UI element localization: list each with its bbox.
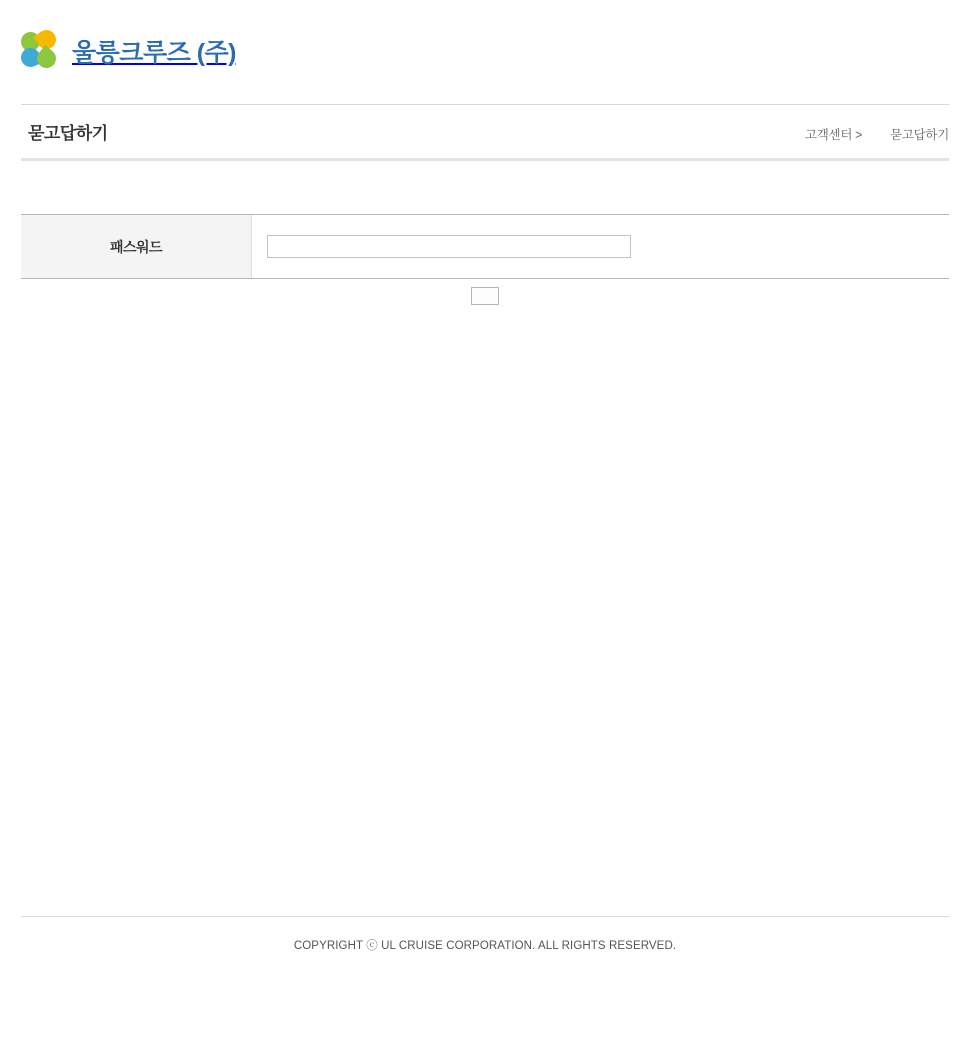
- four-petal-flower-logo-icon: [21, 30, 63, 72]
- copyright-text: COPYRIGHT ⓒ UL CRUISE CORPORATION. ALL RIGHTS RESERVED.: [293, 940, 677, 952]
- site-header: [0, 0, 970, 104]
- password-field-cell: [252, 215, 949, 278]
- form-button-row: [21, 287, 949, 305]
- breadcrumb-root[interactable]: 고객센터: [805, 128, 853, 142]
- breadcrumb: [805, 125, 949, 143]
- site-logo-text: 울릉크루즈 (주): [72, 39, 236, 67]
- breadcrumb-current: 묻고답하기: [890, 128, 949, 142]
- submit-button[interactable]: [471, 287, 499, 305]
- main-content: [21, 214, 949, 305]
- page-titlebar: [21, 104, 949, 161]
- password-form-table: [21, 214, 949, 279]
- password-label-cell: [21, 215, 252, 278]
- breadcrumb-separator-icon: >: [855, 128, 863, 142]
- password-input[interactable]: [267, 235, 631, 258]
- password-label: 패스워드: [109, 238, 163, 255]
- site-footer: [21, 916, 949, 953]
- site-logo-link[interactable]: [21, 30, 236, 72]
- page-title: 묻고답하기: [28, 124, 108, 143]
